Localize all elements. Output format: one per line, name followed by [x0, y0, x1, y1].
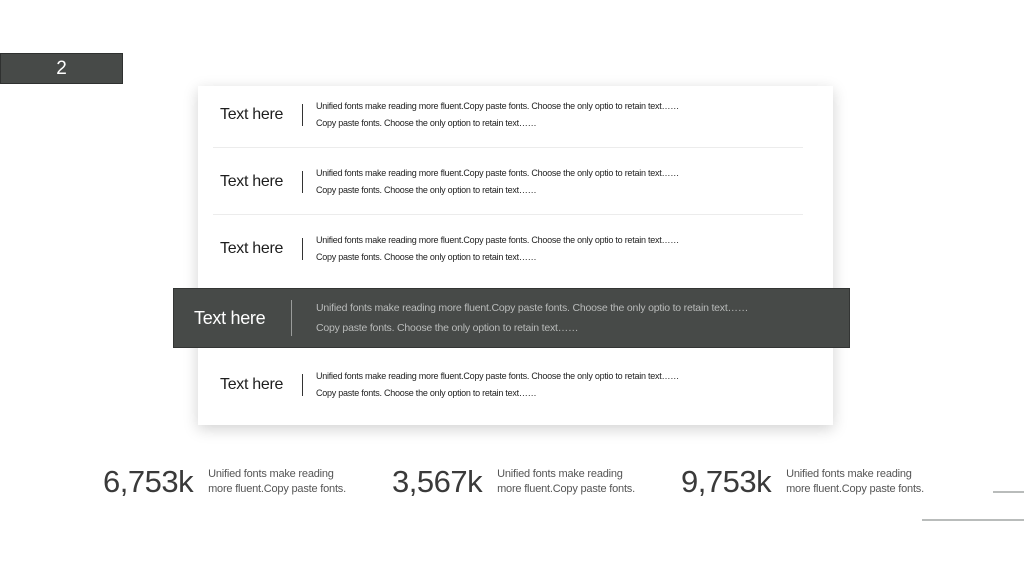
stat-block-2 — [392, 462, 635, 502]
stat-note-line1: Unified fonts make reading — [208, 468, 334, 480]
page-number-badge: 2 — [0, 53, 123, 84]
decorative-line-long — [922, 519, 1024, 521]
stat-block-3 — [681, 462, 924, 502]
highlighted-row-divider — [291, 300, 292, 336]
row-title: Text here — [220, 240, 284, 257]
row-description-line1: Unified fonts make reading more fluent.Copy paste fonts. Choose the only optio to retain text…… — [316, 235, 679, 245]
row-description — [316, 98, 679, 132]
row-divider — [302, 104, 303, 126]
list-row-1 — [213, 82, 803, 148]
stat-value: 3,567k — [392, 464, 483, 499]
stat-note-line2: more fluent.Copy paste fonts. — [497, 483, 635, 495]
row-description-line2: Copy paste fonts. Choose the only option to retain text…… — [316, 388, 537, 398]
row-description — [316, 368, 679, 402]
stat-note-line2: more fluent.Copy paste fonts. — [208, 483, 346, 495]
row-divider — [302, 171, 303, 193]
stat-value: 6,753k — [103, 464, 194, 499]
highlighted-row-description-line2: Copy paste fonts. Choose the only option to retain text…… — [316, 322, 579, 334]
row-description-line1: Unified fonts make reading more fluent.Copy paste fonts. Choose the only optio to retain text…… — [316, 167, 679, 178]
stat-value: 9,753k — [681, 464, 772, 499]
list-row-2 — [213, 149, 803, 215]
list-row-5 — [213, 352, 803, 418]
row-description-line2: Copy paste fonts. Choose the only option to retain text…… — [316, 117, 537, 128]
row-divider — [302, 238, 303, 260]
row-description — [316, 232, 679, 266]
stat-block-1 — [103, 462, 346, 502]
row-description-line1: Unified fonts make reading more fluent.Copy paste fonts. Choose the only optio to retain text…… — [316, 100, 679, 111]
row-description — [316, 165, 679, 199]
highlighted-row-title: Text here — [194, 307, 266, 328]
decorative-line-short — [993, 491, 1024, 493]
row-title: Text here — [220, 172, 284, 190]
stat-note-line2: more fluent.Copy paste fonts. — [786, 483, 924, 495]
stat-note-line1: Unified fonts make reading — [497, 468, 623, 480]
row-title: Text here — [220, 376, 284, 393]
stat-note — [208, 467, 346, 497]
highlighted-row — [173, 288, 850, 348]
list-row-3 — [213, 216, 803, 282]
highlighted-row-description — [316, 298, 748, 338]
row-description-line1: Unified fonts make reading more fluent.Copy paste fonts. Choose the only optio to retain text…… — [316, 371, 679, 381]
stat-note-line1: Unified fonts make reading — [786, 468, 912, 480]
row-title: Text here — [220, 105, 284, 123]
stat-note — [497, 467, 635, 497]
highlighted-row-description-line1: Unified fonts make reading more fluent.Copy paste fonts. Choose the only optio to retain text…… — [316, 302, 749, 314]
row-description-line2: Copy paste fonts. Choose the only option to retain text…… — [316, 184, 537, 195]
row-divider — [302, 374, 303, 396]
row-description-line2: Copy paste fonts. Choose the only option to retain text…… — [316, 252, 537, 262]
stat-note — [786, 467, 924, 497]
